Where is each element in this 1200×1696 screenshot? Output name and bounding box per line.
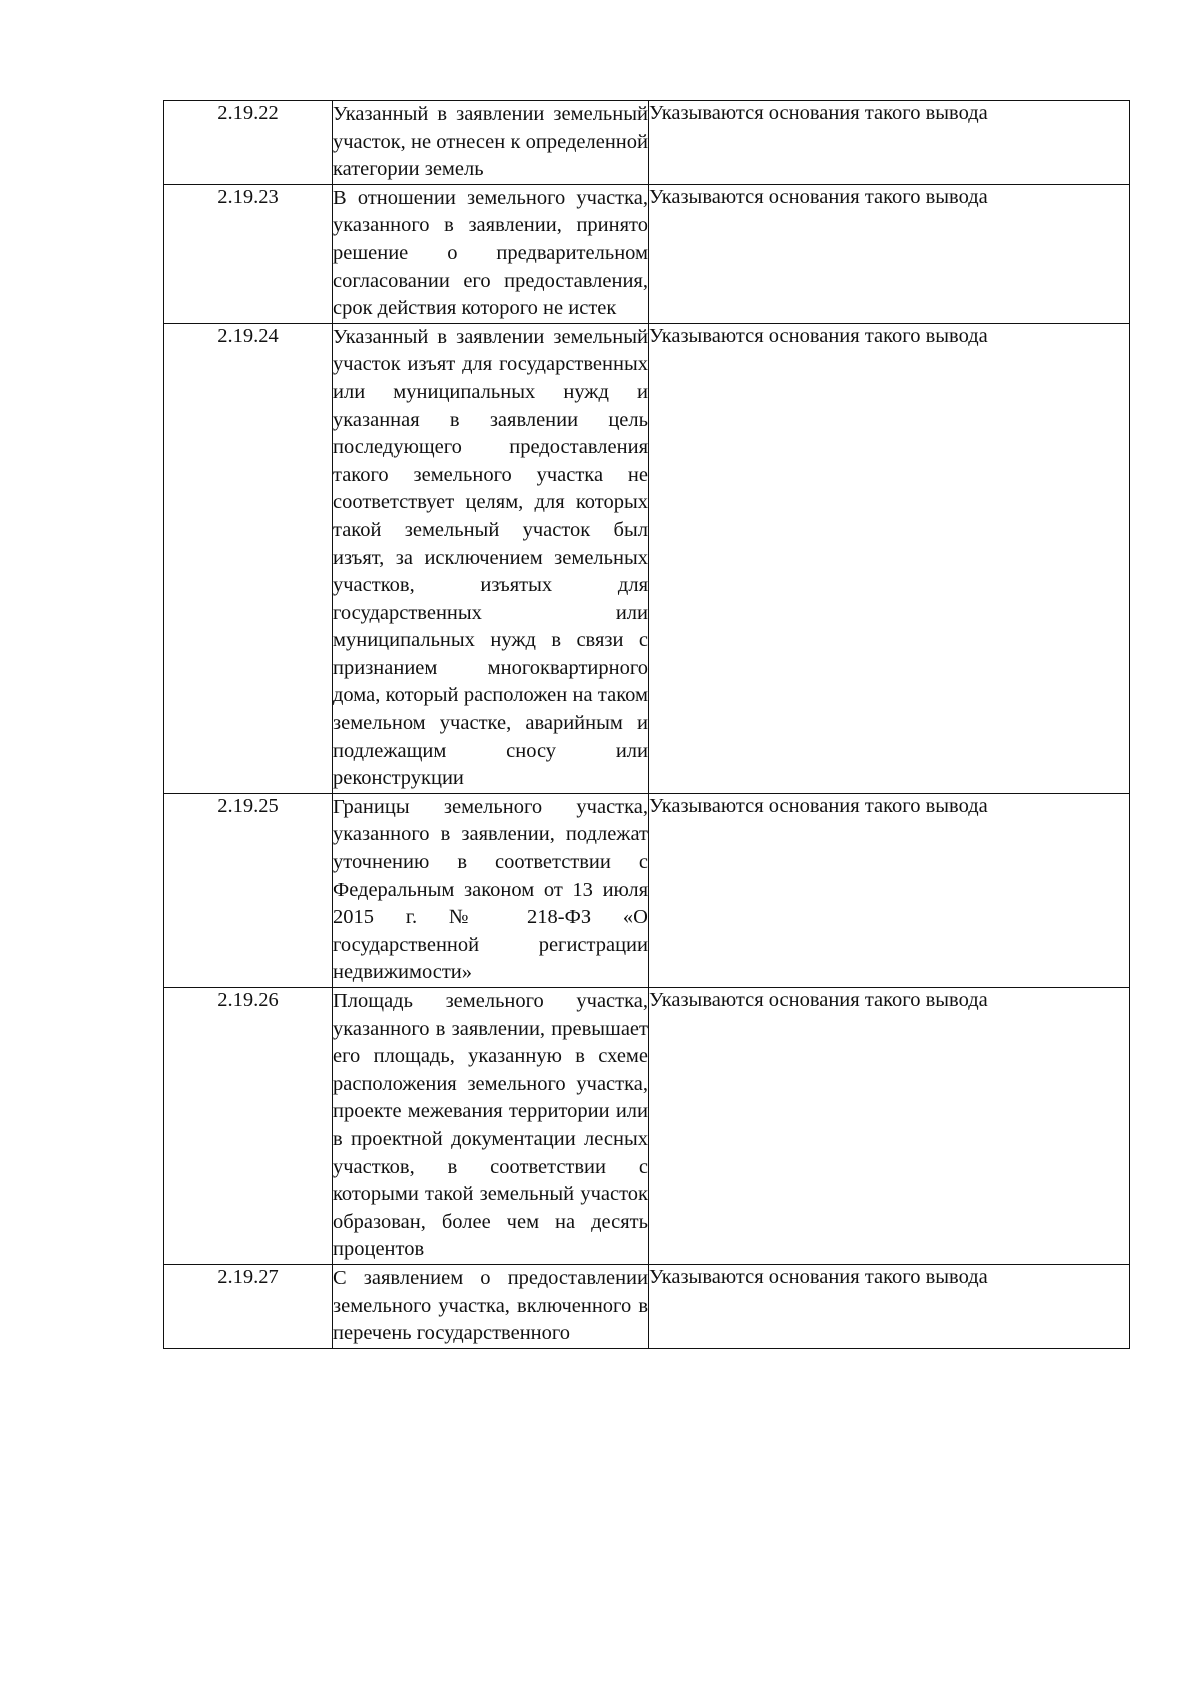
row-number: 2.19.27 [217, 1265, 279, 1288]
row-number: 2.19.23 [217, 185, 279, 208]
row-description: С заявлением о предоставлении земельного участка, включенного в перечень государственного [333, 1264, 649, 1348]
row-number-cell [164, 323, 333, 793]
row-number: 2.19.25 [217, 794, 279, 817]
table-row [164, 988, 1130, 1265]
row-description: Границы земельного участка, указанного в заявлении, подлежат уточнению в соответствии с Федеральным законом от 13 июля 2015 г. № 218-ФЗ «О государственной регистрации недвижимости» [333, 793, 649, 987]
table-row [164, 101, 1130, 185]
table-row [164, 184, 1130, 323]
row-number-cell [164, 988, 333, 1265]
table-row [164, 1264, 1130, 1348]
row-result: Указываются основания такого вывода [649, 793, 1130, 987]
row-number-cell [164, 101, 333, 185]
row-description: В отношении земельного участка, указанного в заявлении, принято решение о предварительном согласовании его предоставления, срок действия которого не истек [333, 184, 649, 323]
grounds-table [163, 100, 1130, 1349]
table-row [164, 793, 1130, 987]
row-number-cell [164, 184, 333, 323]
row-number: 2.19.24 [217, 324, 279, 347]
row-description: Площадь земельного участка, указанного в заявлении, превышает его площадь, указанную в схеме расположения земельного участка, проекте межевания территории или в проектной документации лесных участков, в соответствии с которыми такой земельный участок образован, более чем на десять процентов [333, 988, 649, 1265]
row-result: Указываются основания такого вывода [649, 1264, 1130, 1348]
row-number: 2.19.22 [217, 102, 279, 124]
table-row [164, 323, 1130, 793]
row-number: 2.19.26 [217, 989, 279, 1011]
row-result: Указываются основания такого вывода [649, 988, 1130, 1265]
row-description: Указанный в заявлении земельный участок изъят для государственных или муниципальных нужд и указанная в заявлении цель последующего предоставления такого земельного участка не соответствует целям, для которых такой земельный участок был изъят, за исключением земельных участков, изъятых для государственных или муниципальных нужд в связи с признанием многоквартирного дома, который расположен на таком земельном участке, аварийным и подлежащим сносу или реконструкции [333, 323, 649, 793]
row-result: Указываются основания такого вывода [649, 101, 1130, 185]
row-number-cell [164, 793, 333, 987]
row-result: Указываются основания такого вывода [649, 323, 1130, 793]
row-result: Указываются основания такого вывода [649, 184, 1130, 323]
row-number-cell [164, 1264, 333, 1348]
row-description: Указанный в заявлении земельный участок, не отнесен к определенной категории земель [333, 101, 649, 185]
